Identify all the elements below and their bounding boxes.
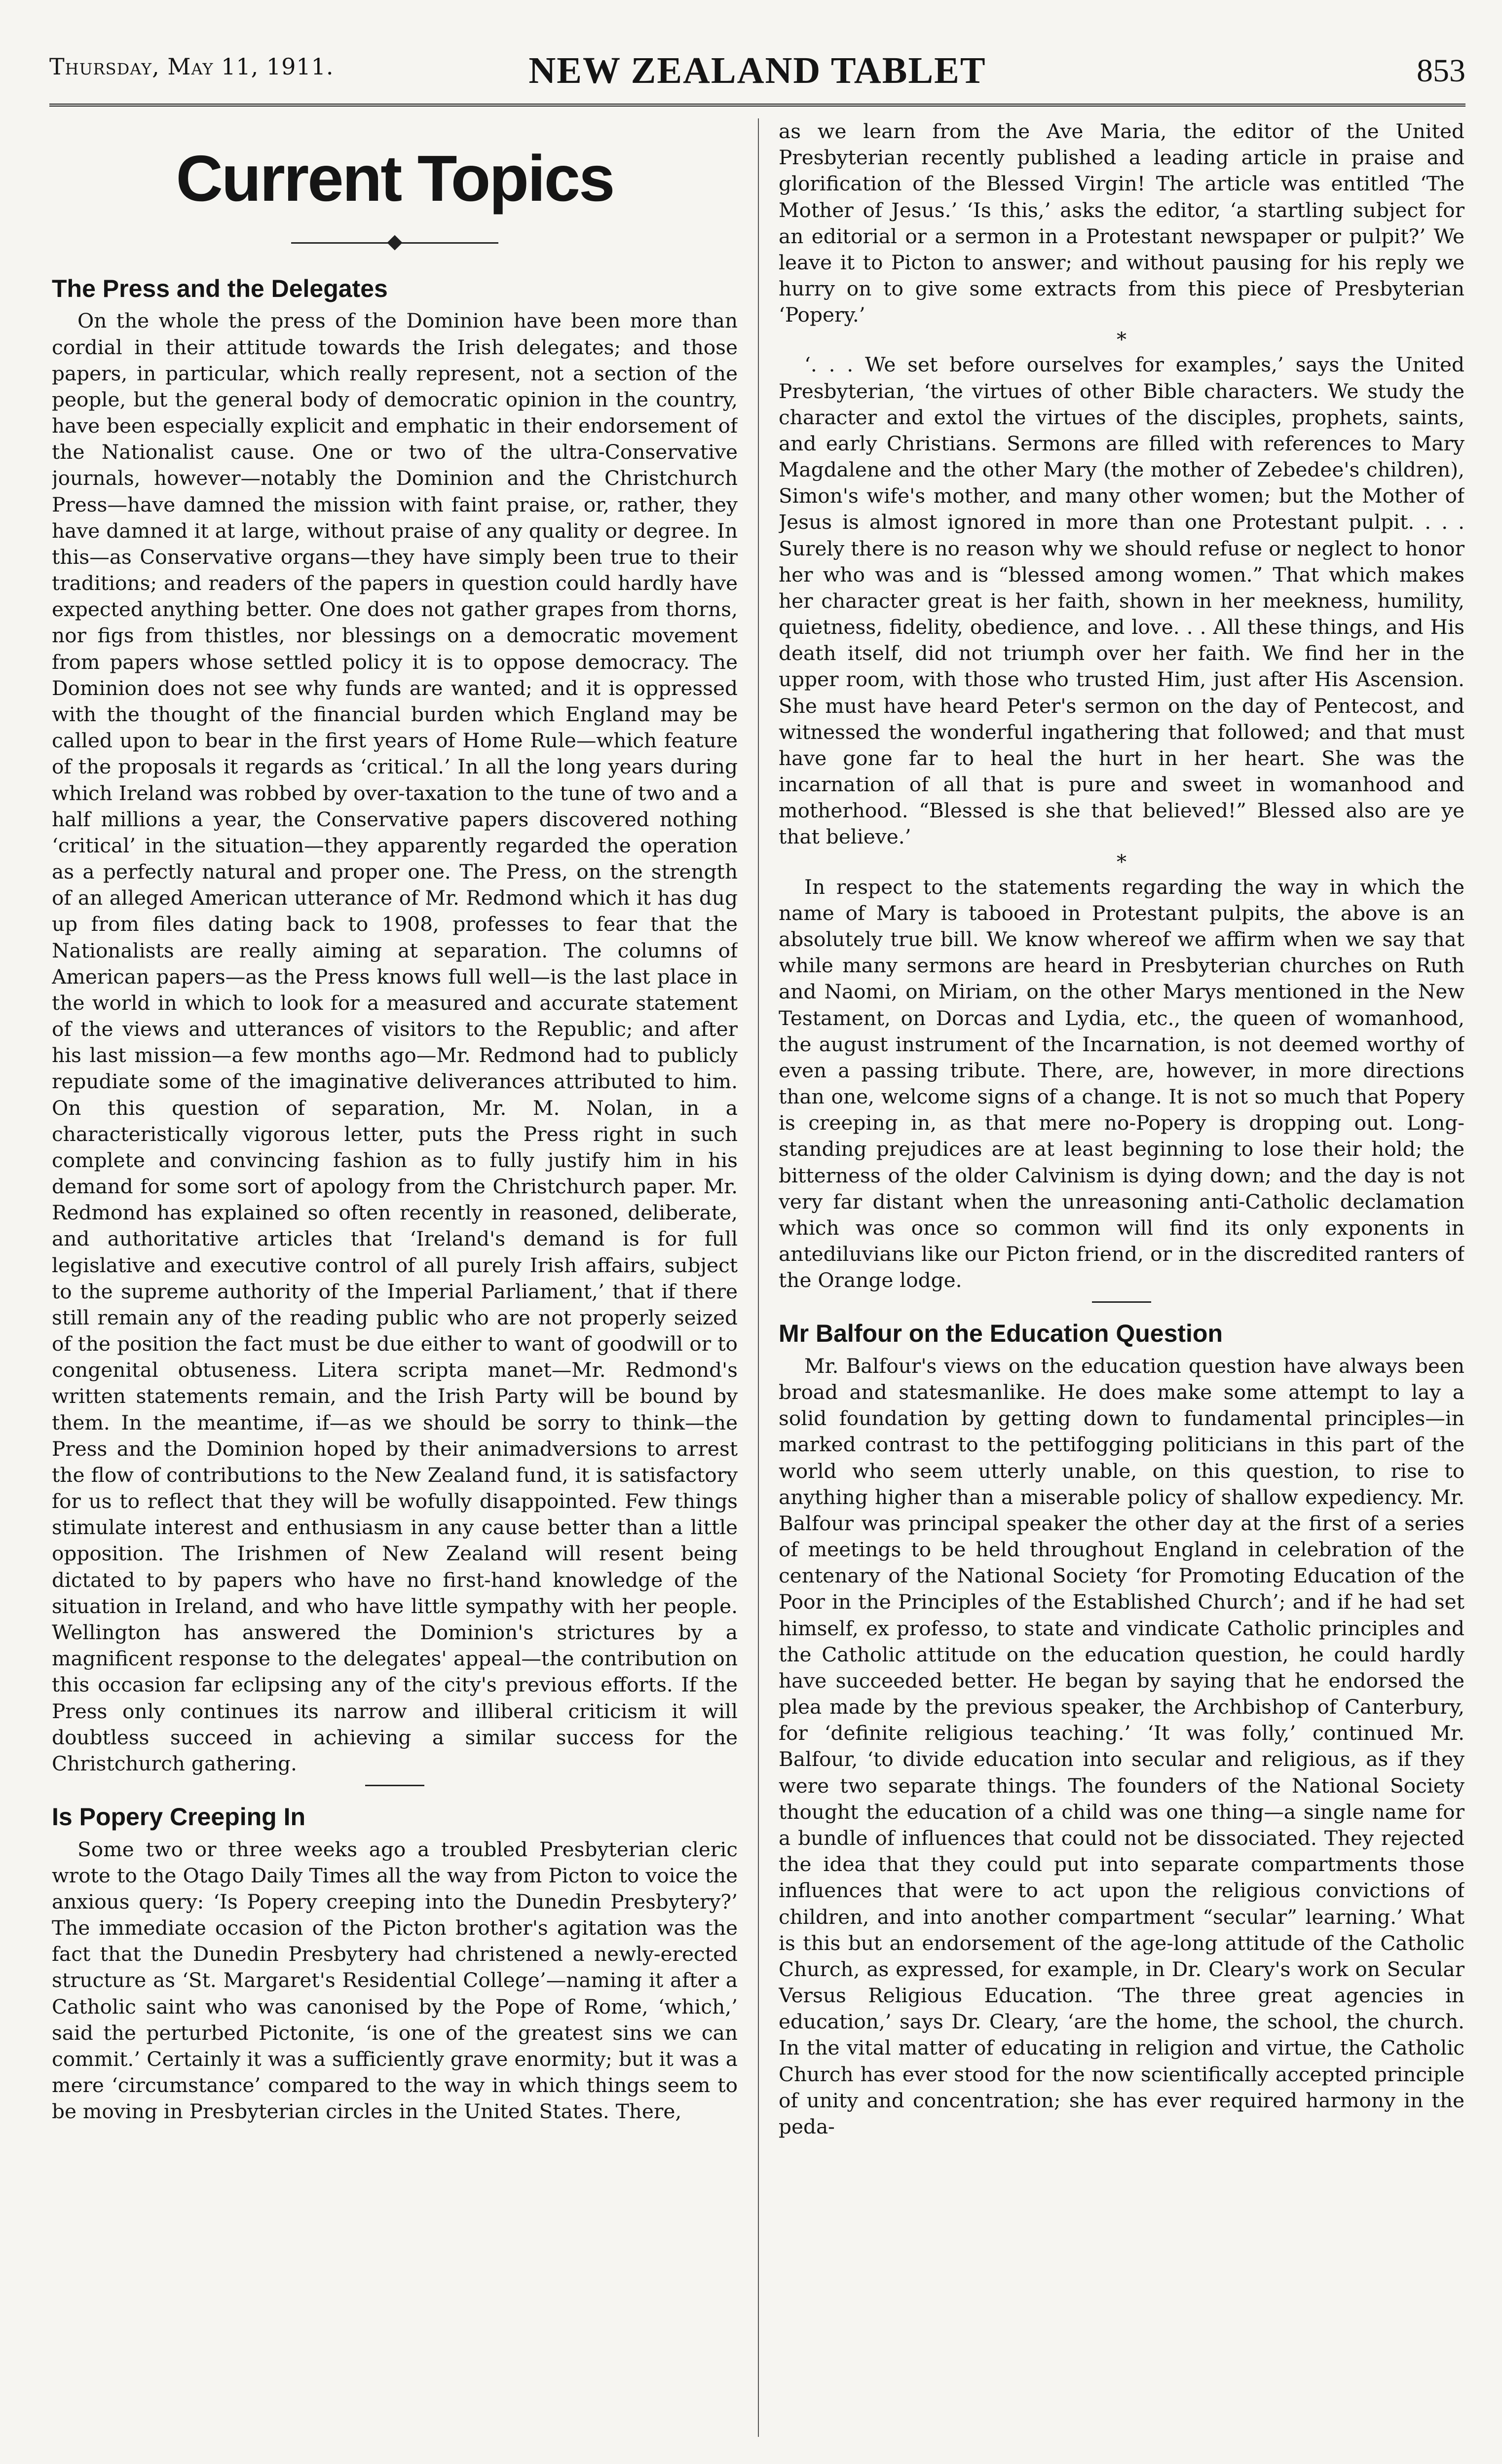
asterisk-separator-2: * [1117,850,1126,874]
article-popery-commentary: In respect to the statements regarding the way in which the name of Mary is tabooed in Protestant pulpits, the above is an absolutely true bill. We know whereof we affirm when we say that while many sermons are heard in Presbyterian churches on Ruth and Naomi, on Miriam, on the other Marys mentioned in the New Testament, on Dorcas and Lydia, etc., the queen of womanhood, the august instrument of the Incarnation, is not deemed worthy of even a passing tribute. There, are, however, in more directions than one, welcome signs of a change. It is not so much that Popery is creeping in, as that mere no-Popery is dropping out. Long-standing prejudices are at least beginning to lose their hold; the bitterness of the older Calvinism is dying down; and the day is not very far distant when the unreasoning anti-Catholic declamation which was once so common will find its only exponents in antediluvians like our Picton friend, or in the discredited ranters of the Orange lodge. [779,875,1464,1292]
article-popery-continued: as we learn from the Ave Maria, the editor of the United Presbyterian recently published a leading article in praise and glorification of the Blessed Virgin! The article was entitled ‘The Mother of Jesus.’ ‘Is this,’ asks the editor, ‘a startling subject for an editorial or a sermon in a Protestant newspaper or pulpit?’ We leave it to Picton to answer; and without pausing for his reply we hurry on to give some extracts from this piece of Presbyterian ‘Popery.’ [779,119,1464,327]
article-press-delegates: On the whole the press of the Dominion have been more than cordial in their attitude towards the Irish delegates; and those papers, in particular, which really represent, not a section of the people, but the general body of democratic opinion in the country, have been especially explicit and emphatic in their endorsement of the Nationalist cause. One or two of the ultra-Conservative journals, however—notably the Dominion and the Christchurch Press—have damned the mission with faint praise, or, rather, they have damned it at large, without praise of any quality or degree. In this—as Conservative organs—they have simply been true to their traditions; and readers of the papers in question could hardly have expected anything better. One does not gather grapes from thorns, nor figs from thistles, nor blessings on a democratic movement from papers whose settled policy it is to oppose democracy. The Dominion does not see why funds are wanted; and it is oppressed with the thought of the financial burden which England may be called upon to bear in the first years of Home Rule—which feature of the proposals it regards as ‘critical.’ In all the long years during which Ireland was robbed by over-taxation to the tune of two and a half millions a year, the Conservative papers discovered nothing ‘critical’ in the situation—they apparently regarded the operation as a perfectly natural and proper one. The Press, on the strength of an alleged American utterance of Mr. Redmond which it has dug up from files dating back to 1908, professes to fear that the Nationalists are really aiming at separation. The columns of American papers—as the Press knows full well—is the last place in the world in which to look for a measured and accurate statement of the views and utterances of visitors to the Republic; and after his last mission—a few months ago—Mr. Redmond had to publicly repudiate some of the imaginative deliverances attributed to him. On this question of separation, Mr. M. Nolan, in a characteristically vigorous letter, puts the Press right in such complete and convincing fashion as to fully justify him in his demand for some sort of apology from the Christchurch paper. Mr. Redmond has explained so often recently in reasoned, deliberate, and authoritative articles that ‘Ireland's demand is for full legislative and executive control of all purely Irish affairs, subject to the supreme authority of the Imperial Parliament,’ that if there still remain any of the reading public who are not properly seized of the position the fact must be due either to want of goodwill or to congenital obtuseness. Litera scripta manet—Mr. Redmond's written statements remain, and the Irish Party will be bound by them. In the meantime, if—as we should be sorry to think—the Press and the Dominion hoped by their animadversions to arrest the flow of contributions to the New Zealand fund, it is satisfactory for us to reflect that they will be wofully disappointed. Few things stimulate interest and enthusiasm in any cause better than a little opposition. The Irishmen of New Zealand will resent being dictated to by papers who have no first-hand knowledge of the situation in Ireland, and who have little sympathy with her people. Wellington has answered the Dominion's strictures by a magnificent response to the delegates' appeal—the contribution on this occasion far eclipsing any of the city's previous efforts. If the Press only continues its narrow and illiberal criticism it will doubtless succeed in achieving a similar success for the Christchurch gathering. [52,309,738,1775]
article-separator [1092,1301,1151,1303]
left-column [52,118,738,2437]
article-popery-creeping: Some two or three weeks ago a troubled Presbyterian cleric wrote to the Otago Daily Times all the way from Picton to voice the anxious query: ‘Is Popery creeping into the Dunedin Presbytery?’ The immediate occasion of the Picton brother's agitation was the fact that the Dunedin Presbytery had christened a newly-erected structure as ‘St. Margaret's Residential College’—naming it after a Catholic saint who was canonised by the Pope of Rome, ‘which,’ said the perturbed Pictonite, ‘is one of the greatest sins we can commit.’ Certainly it was a sufficiently grave enormity; but it was a mere ‘circumstance’ compared to the way in which things seem to be moving in Presbyterian circles in the United States. There, [52,1837,738,2124]
column-divider [758,118,759,2437]
article-separator [365,1785,424,1786]
section-title: Current Topics [176,142,614,215]
article-balfour-education: Mr. Balfour's views on the education question have always been broad and statesmanlike. He does make some attempt to lay a solid foundation by getting down to fundamental principles—in marked contrast to the pettifogging politicians in this part of the world who seem utterly unable, on this question, to rise to anything higher than a miserable policy of shallow expediency. Mr. Balfour was principal speaker the other day at the first of a series of meetings to be held throughout England in celebration of the centenary of the National Society ‘for Promoting Education of the Poor in the Principles of the Established Church’; and if he had set himself, ex professo, to state and vindicate Catholic principles and the Catholic attitude on the education question, he could hardly have succeeded better. He began by saying that he endorsed the plea made by the previous speaker, the Archbishop of Canterbury, for ‘definite religious teaching.’ ‘It was folly,’ continued Mr. Balfour, ‘to divide education into secular and religious, as if they were two separate things. The founders of the National Society thought the education of a child was one thing—a single name for a bundle of influences that could not be dissociated. They rejected the idea that they could put into separate compartments those influences that were to act upon the religious convictions of children, and into another compartment “secular” learning.’ What is this but an endorsement of the age-long attitude of the Catholic Church, as expressed, for example, in Dr. Cleary's work on Secular Versus Religious Education. ‘The three great agencies in education,’ says Dr. Cleary, ‘are the home, the school, the church. In the vital matter of educating in religion and virtue, the Catholic Church has ever stood for the now scientifically accepted principle of unity and concentration; she has ever required harmony in the peda- [779,1354,1464,2138]
heading-balfour-education: Mr Balfour on the Education Question [779,1320,1223,1348]
page-number: 853 [1417,53,1465,89]
issue-date: Thursday, May 11, 1911. [49,53,334,80]
asterisk-separator-1: * [1117,329,1126,352]
diamond-ornament-icon [387,235,402,250]
article-popery-quote: ‘. . . We set before ourselves for examples,’ says the United Presbyterian, ‘the virtues of other Bible characters. We study the character and extol the virtues of the disciples, prophets, saints, and early Christians. Sermons are filled with references to Mary Magdalene and the other Mary (the mother of Zebedee's children), Simon's wife's mother, and many other women; but the Mother of Jesus is almost ignored in more than one Protestant pulpit. . . . Surely there is no reason why we should refuse or neglect to honor her who was and is “blessed among women.” That which makes her character great is her faith, shown in her meekness, humility, quietness, fidelity, obedience, and love. . . All these things, and His death itself, did not triumph over her faith. We find her in the upper room, with those who trusted Him, just after His Ascension. She must have heard Peter's sermon on the day of Pentecost, and witnessed the wonderful ingathering that followed; and that must have gone far to heal the hurt in her heart. She was the incarnation of all that is pure and sweet in womanhood and motherhood. “Blessed is she that believed!” Blessed also are ye that believe.’ [779,353,1464,849]
newspaper-title: NEW ZEALAND TABLET [528,50,986,91]
masthead [49,49,1465,107]
right-column [779,118,1464,2437]
diamond-separator [291,233,498,253]
heading-press-delegates: The Press and the Delegates [52,274,388,302]
heading-popery-creeping: Is Popery Creeping In [52,1803,306,1831]
